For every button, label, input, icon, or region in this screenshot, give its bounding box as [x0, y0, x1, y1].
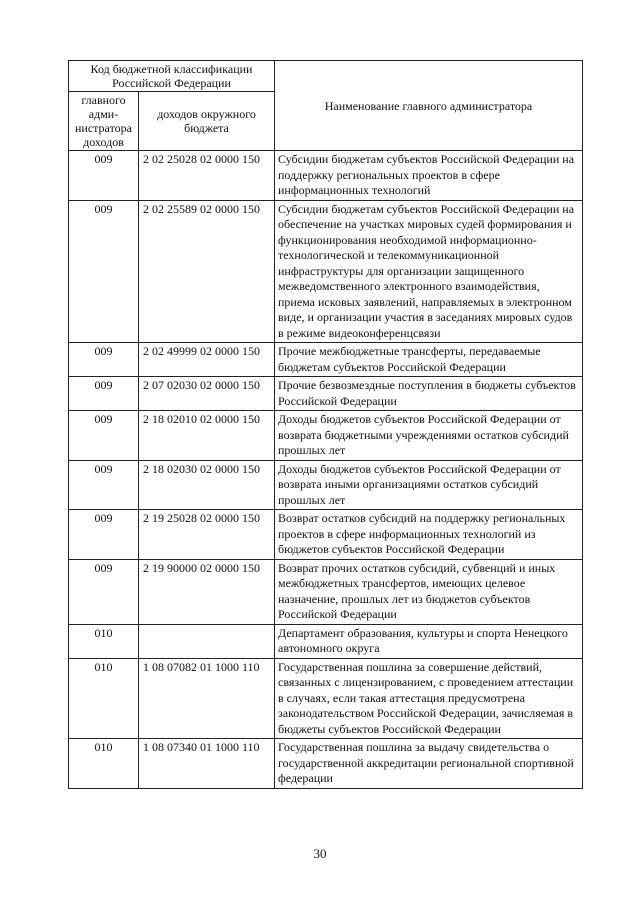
budget-code-table: [68, 60, 583, 789]
page-number: 30: [313, 846, 327, 861]
table-row: [69, 411, 583, 461]
table-row: [69, 200, 583, 343]
admin-name-cell: Субсидии бюджетам субъектов Российской Федерации на поддержку региональных проектов в сфере информационных технологий: [275, 151, 583, 201]
income-code-cell: 1 08 07082 01 1000 110: [139, 658, 275, 739]
admin-name-cell: Прочие безвозмездные поступления в бюджеты субъектов Российской Федерации: [275, 377, 583, 411]
section-heading-row: [69, 624, 583, 658]
admin-name-cell: Доходы бюджетов субъектов Российской Федерации от возврата иными организациями остатков субсидий прошлых лет: [275, 460, 583, 510]
admin-code-cell: 009: [69, 460, 139, 510]
admin-name-cell: Доходы бюджетов субъектов Российской Федерации от возврата бюджетными учреждениями остатков субсидий прошлых лет: [275, 411, 583, 461]
header-group-label: Код бюджетной классификации Российской Федерации: [69, 61, 275, 92]
income-code-cell: 2 19 90000 02 0000 150: [139, 559, 275, 624]
department-heading: Департамент образования, культуры и спорта Ненецкого автономного округа: [275, 624, 583, 658]
admin-code-cell: 009: [69, 200, 139, 343]
income-code-cell: 2 18 02010 02 0000 150: [139, 411, 275, 461]
table-row: [69, 658, 583, 739]
admin-name-cell: Государственная пошлина за выдачу свидетельства о государственной аккредитации региональной спортивной федерации: [275, 739, 583, 789]
table-row: [69, 343, 583, 377]
admin-code-cell: 009: [69, 411, 139, 461]
table-row: [69, 151, 583, 201]
admin-name-cell: Возврат прочих остатков субсидий, субвенций и иных межбюджетных трансфертов, имеющих целевое назначение, прошлых лет из бюджетов субъектов Российской Федерации: [275, 559, 583, 624]
income-code-cell: 2 19 25028 02 0000 150: [139, 510, 275, 560]
income-code-cell: [139, 624, 275, 658]
admin-code-cell: 009: [69, 559, 139, 624]
admin-code-cell: 010: [69, 624, 139, 658]
admin-name-cell: Субсидии бюджетам субъектов Российской Федерации на обеспечение на участках мировых судей формирования и функционирования необходимой информационно-технологической и телекоммуникационной инфраструктуры для организации защищенного межведомственного электронного взаимодействия, приема исковых заявлений, направляемых в электронном виде, и организации участия в заседаниях мировых судов в режиме видеоконференцсвязи: [275, 200, 583, 343]
admin-name-cell: Прочие межбюджетные трансферты, передаваемые бюджетам субъектов Российской Федерации: [275, 343, 583, 377]
header-row-group: [69, 61, 583, 92]
table-row: [69, 739, 583, 789]
header-admin-column: главного адми-нистратора доходов: [69, 92, 139, 151]
income-code-cell: 2 02 49999 02 0000 150: [139, 343, 275, 377]
table-row: [69, 377, 583, 411]
income-code-cell: 2 02 25589 02 0000 150: [139, 200, 275, 343]
admin-name-cell: Возврат остатков субсидий на поддержку региональных проектов в сфере информационных технологий из бюджетов субъектов Российской Федерации: [275, 510, 583, 560]
table-row: [69, 510, 583, 560]
admin-code-cell: 009: [69, 510, 139, 560]
admin-code-cell: 009: [69, 151, 139, 201]
income-code-cell: 2 02 25028 02 0000 150: [139, 151, 275, 201]
admin-name-cell: Государственная пошлина за совершение действий, связанных с лицензированием, с проведением аттестации в случаях, если такая аттестация предусмотрена законодательством Российской Федерации, зачисляемая в бюджеты субъектов Российской Федерации: [275, 658, 583, 739]
income-code-cell: 2 18 02030 02 0000 150: [139, 460, 275, 510]
header-code-column: доходов окружного бюджета: [139, 92, 275, 151]
admin-code-cell: 010: [69, 739, 139, 789]
admin-code-cell: 009: [69, 343, 139, 377]
header-name-column: Наименование главного администратора: [275, 61, 583, 151]
admin-code-cell: 009: [69, 377, 139, 411]
admin-code-cell: 010: [69, 658, 139, 739]
income-code-cell: 2 07 02030 02 0000 150: [139, 377, 275, 411]
income-code-cell: 1 08 07340 01 1000 110: [139, 739, 275, 789]
table-row: [69, 460, 583, 510]
table-row: [69, 559, 583, 624]
